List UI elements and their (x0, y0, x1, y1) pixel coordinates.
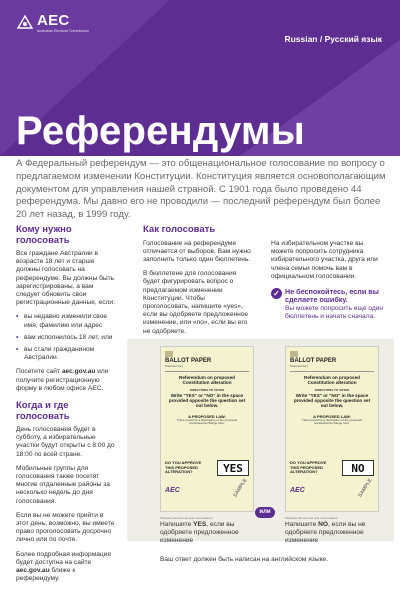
ballot-question: DO YOU APPROVE THIS PROPOSED ALTERATION? (290, 460, 327, 475)
ballot-instructions: Write "YES" or "NO" in the space provided opposite the question set out below. (293, 393, 371, 409)
divider (165, 371, 249, 372)
ballot-law-heading: A PROPOSED LAW: (313, 413, 351, 419)
who-list (16, 313, 116, 362)
english-note: Ваш ответ должен быть написан на английском языке. (160, 556, 329, 563)
ballot-directions: DIRECTIONS TO VOTER (314, 388, 350, 392)
text-fragment: , если вы одобряете предложенное изменение (160, 521, 239, 544)
ballot-title: BALLOT PAPER (290, 358, 337, 364)
text-fragment: Напишите (285, 521, 319, 528)
text-fragment: NO (318, 521, 328, 528)
section-heading-when: Когда и где голосовать (16, 400, 70, 422)
ballot-state: State/territory (165, 364, 184, 368)
ballot-referendum: Referendum on proposed Constitution alteration (179, 375, 235, 385)
text-fragment: ближе к референдуму. (16, 567, 76, 583)
language-label: Russian / Русский язык (284, 34, 382, 44)
column-left (16, 225, 116, 590)
caption-no (285, 521, 385, 545)
ballot-answer-box: YES (217, 460, 249, 476)
ballot-answer-box: NO (342, 460, 374, 476)
how-paragraph: В бюллетене для голосования будет фигурировать вопрос о предлагаемом изменении Конституции. Чтобы проголосовать, напишите «yes», если вы одобряете предложенное изменение, или «no», если вы его не одобряете. (143, 270, 249, 335)
list-item: • вы стали гражданином Австралии. (16, 346, 116, 362)
info-icon: ✓ (271, 288, 282, 299)
sample-watermark: SAMPLE (232, 477, 249, 499)
ballot-referendum: Referendum on proposed Constitution alteration (304, 375, 360, 385)
text-fragment: Напишите (160, 521, 194, 528)
ballot-example-note: Образец бюллетеня для голосования (285, 516, 338, 520)
text-fragment: , если вы не одобряете предложенное изменение (285, 521, 366, 544)
ballot-state: State/territory (290, 364, 309, 368)
text-fragment: или получите регистрационную форму в любом офисе АЕС. (16, 368, 109, 392)
aec-link[interactable]: aec.gov.au (61, 368, 96, 376)
note-body: Вы можете попросить еще один бюллетень и начать сначала. (285, 304, 384, 321)
ballot-instructions: Write "YES" or "NO" in the space provided opposite the question set out below. (168, 393, 246, 409)
ballot-question: DO YOU APPROVE THIS PROPOSED ALTERATION? (165, 460, 202, 475)
ballot-paper-no (285, 346, 379, 512)
aec-crest-icon (16, 14, 34, 30)
ballot-example-note: Образец бюллетеня для голосования (160, 516, 213, 520)
ballot-law-heading: A PROPOSED LAW: (188, 413, 226, 419)
list-item: • вы недавно изменили свое имя, фамилию или адрес (16, 313, 116, 329)
or-badge: или (255, 507, 275, 518)
ballot-law-desc: There would be a description of the proposed constitutional change here. (176, 417, 238, 426)
who-visit-paragraph (16, 368, 116, 393)
page-title: Референдумы (16, 109, 306, 153)
ballot-directions: DIRECTIONS TO VOTER (189, 388, 225, 392)
ballot-aec-logo: AEC (165, 487, 180, 494)
when-paragraph (16, 551, 116, 584)
ballot-title: BALLOT PAPER (165, 358, 212, 364)
ballot-paper-yes (160, 346, 254, 512)
logo-subtitle: Australian Electoral Commission (37, 29, 89, 33)
text-fragment: Более подробная информация будет доступна на сайте (16, 550, 111, 566)
mistake-note (271, 288, 386, 321)
section-heading-who: Кому нужно голосовать (16, 224, 72, 246)
section-heading-how: Как голосовать (143, 224, 216, 235)
text-fragment: YES (193, 521, 207, 528)
aec-logo (16, 14, 89, 33)
sample-watermark: SAMPLE (357, 477, 374, 499)
header-banner (0, 0, 400, 156)
divider (290, 371, 374, 372)
aec-link[interactable]: aec.gov.au (16, 567, 50, 575)
column-middle (143, 225, 251, 342)
help-paragraph: На избирательном участке вы можете попросить сотрудника избирательного участка, друга или члена семьи помочь вам в официальном голосовании. (271, 240, 378, 280)
intro-paragraph: А Федеральный референдум — это общенациональное голосование по вопросу о предлагаемом изменении Конституции. Конституция является основополагающим документом для управления нашей страной. С 1901 года было проведено 44 референдума. Мы давно его не проводили — последний референдум был более 20 лет назад, в 1999 году. (16, 158, 386, 221)
caption-yes (160, 521, 256, 545)
when-paragraph: Мобильные группы для голосования также посетят многие отдаленные районы за несколько недель до дня голосования. (16, 464, 110, 505)
when-paragraph: Если вы не можете прийти в этот день, возможно, вы имеете право проголосовать досрочно лично или по почте. (16, 511, 115, 544)
who-paragraph: Все граждане Австралии в возрасте 18 лет и старше должны голосовать на референдуме. Вы должны быть зарегистрированы, а вам следует обновить свои регистрационные данные, если: (16, 250, 115, 307)
text-fragment: Посетите сайт (16, 368, 62, 376)
list-item: • вам исполнилось 18 лет, или (16, 334, 116, 342)
column-right (271, 240, 386, 287)
note-title: Не беспокойтесь, если вы сделаете ошибку. (285, 287, 379, 305)
when-paragraph: День голосования будет в субботу, а избирательные участки будут открыты с 8:00 до 18:00 по всей стране. (16, 426, 115, 458)
logo-text: AEC (37, 12, 70, 29)
how-paragraph: Голосование на референдуме отличается от выборов. Вам нужно заполнить только один бюллетень. (143, 239, 251, 263)
ballot-aec-logo: AEC (290, 487, 305, 494)
ballot-law-desc: There would be a description of the proposed constitutional change here. (301, 417, 363, 426)
